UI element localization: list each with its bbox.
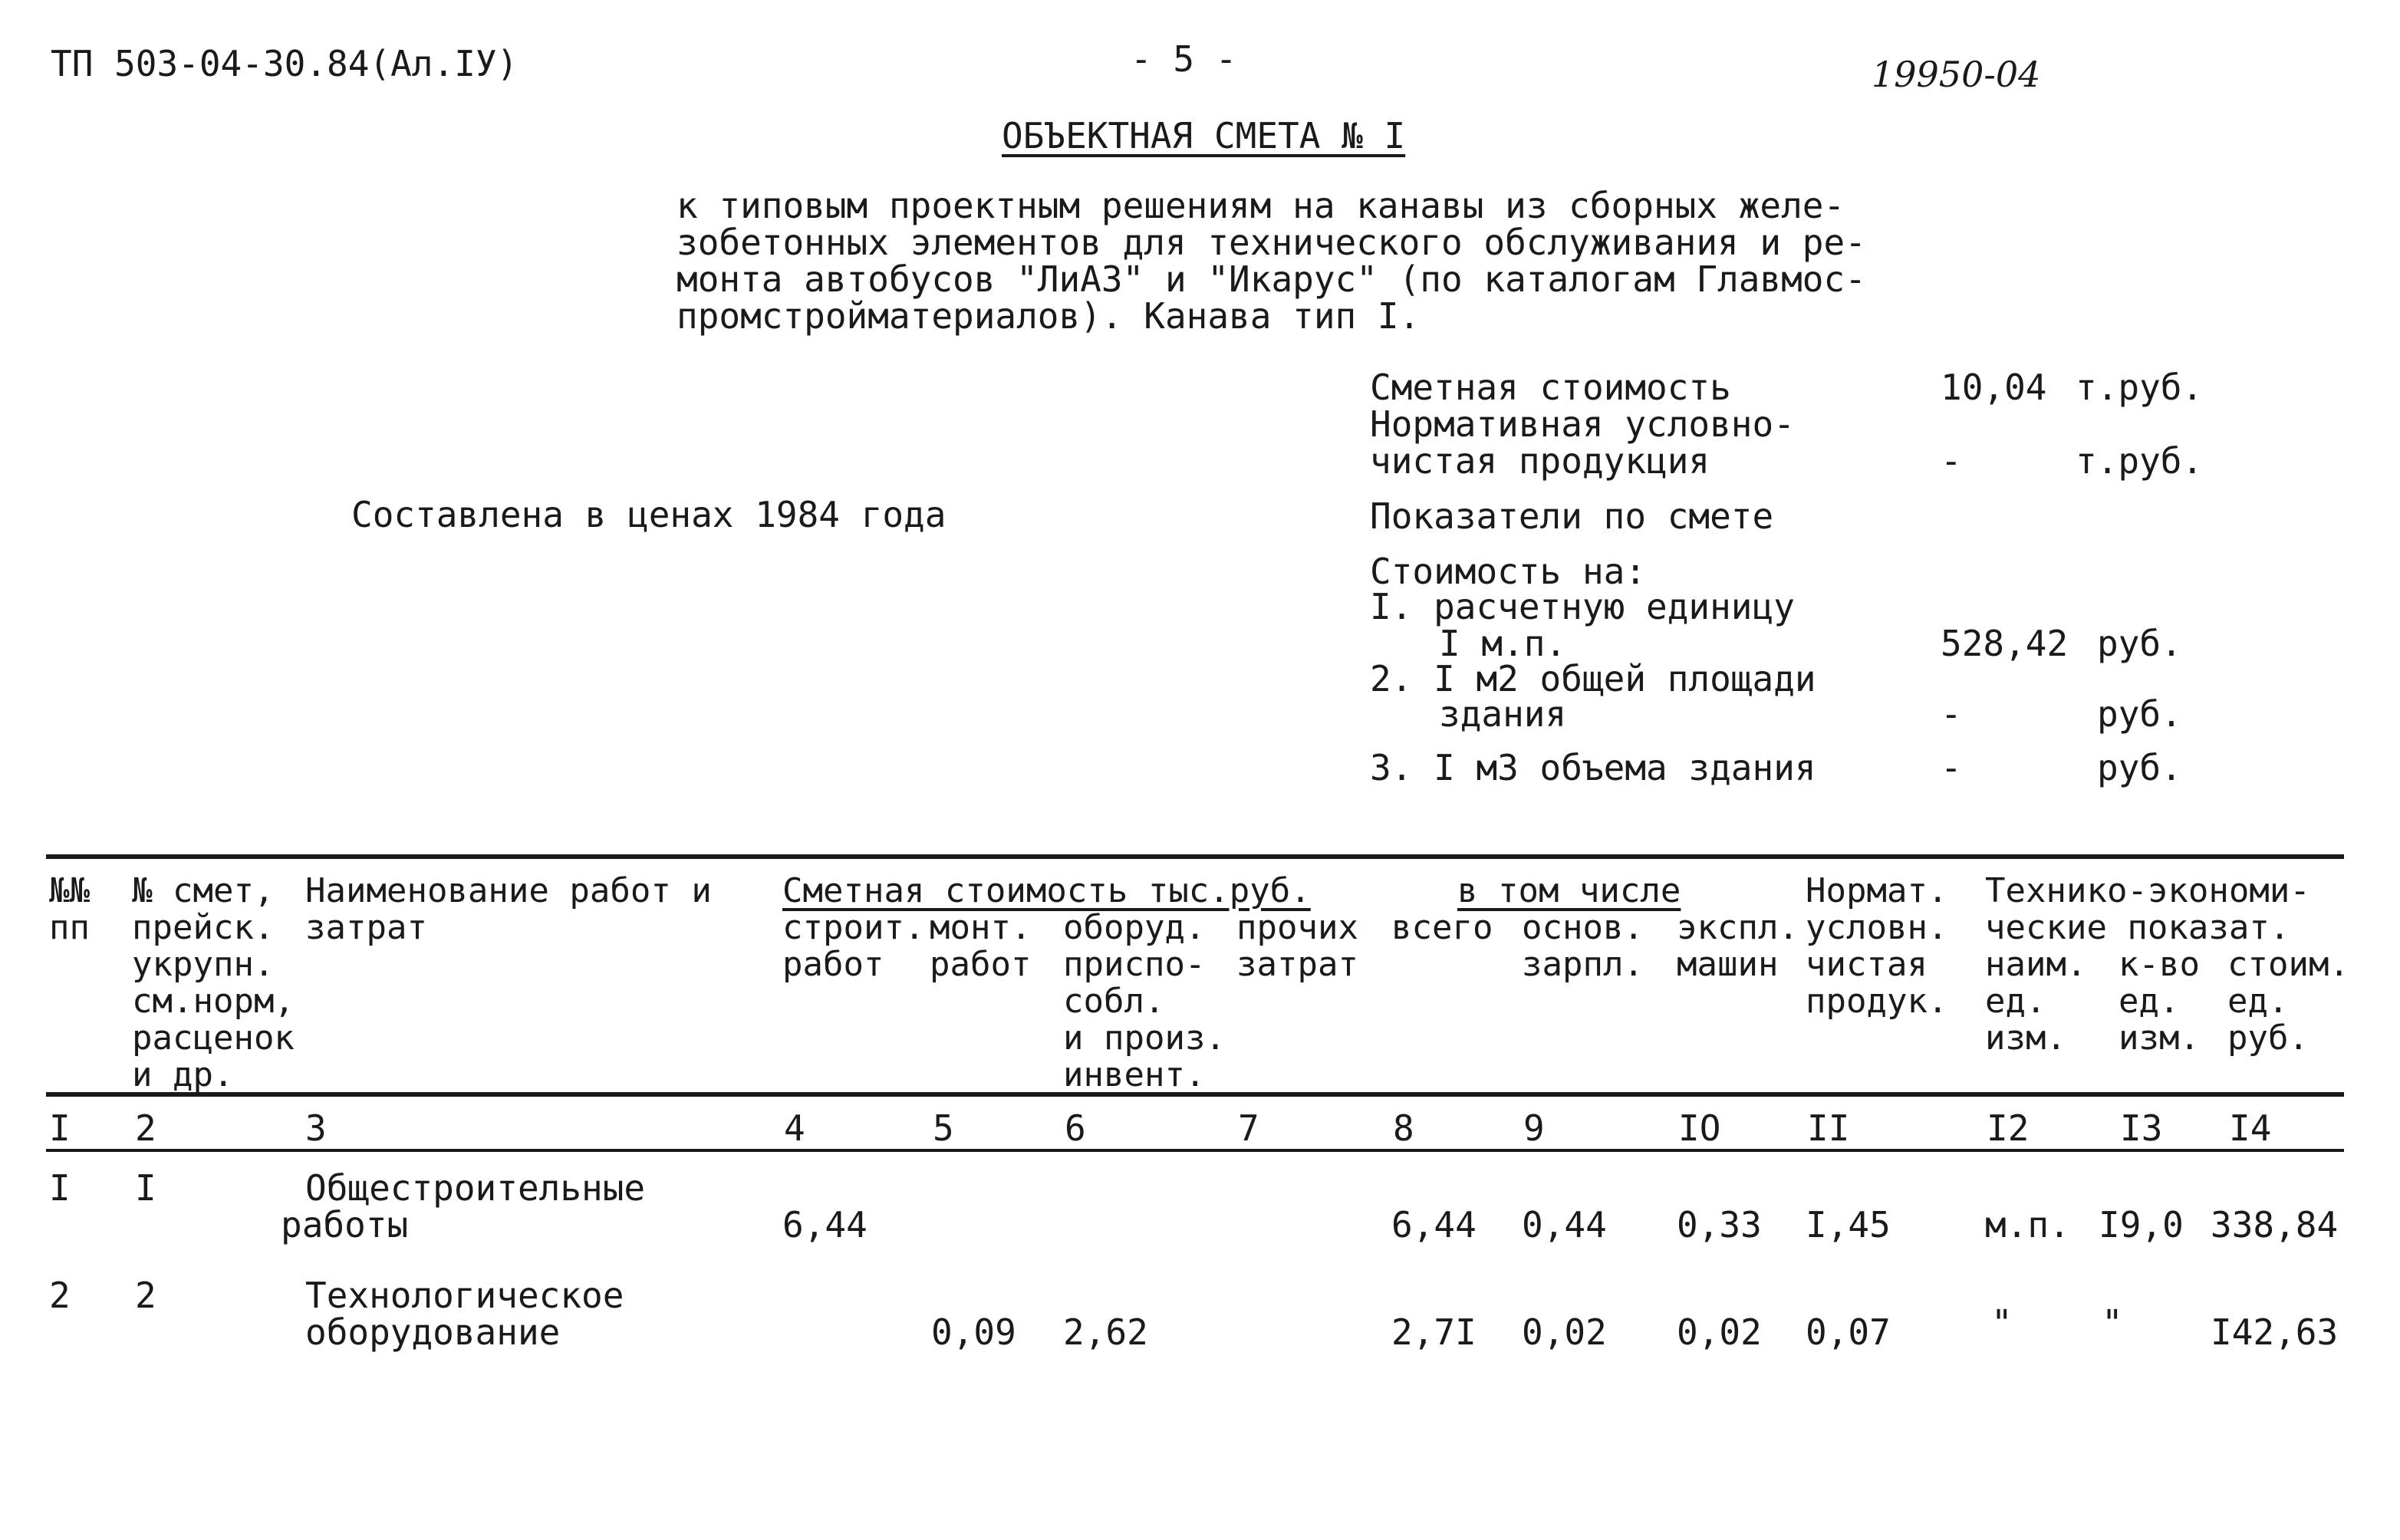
prices-note: Составлена в ценах 1984 года: [351, 494, 947, 535]
column-number: 9: [1523, 1107, 1545, 1149]
header-col-14: стоим. ед. руб.: [2227, 945, 2349, 1058]
row-installation-cost: 0,09: [931, 1311, 1016, 1353]
column-number: 8: [1393, 1107, 1414, 1149]
header-col-11: Нормат. условн. чистая продук.: [1806, 871, 1948, 1021]
norm-label-2: чистая продукция: [1370, 440, 1710, 482]
row-total: 6,44: [1391, 1204, 1477, 1245]
header-group-cost: Сметная стоимость тыс.руб.: [782, 871, 1311, 910]
document-code: ТП 503-04-30.84(Ал.IУ): [51, 43, 519, 84]
item2-unit: руб.: [2097, 693, 2182, 735]
cost-label: Сметная стоимость: [1370, 367, 1731, 408]
item1-value: 528,42: [1941, 623, 2069, 664]
header-col-8: всего: [1391, 908, 1493, 947]
row-unit-quantity: I9,0: [2099, 1204, 2184, 1245]
row-unit-name: ": [1991, 1302, 2013, 1344]
column-number: 4: [784, 1107, 805, 1149]
page-number: - 5 -: [1131, 38, 1237, 80]
subtitle-line-3: монта автобусов "ЛиАЗ" и "Икарус" (по каталогам Главмос-: [677, 258, 1866, 300]
row-number: 2: [49, 1275, 71, 1316]
row-net-product: I,45: [1806, 1204, 1891, 1245]
row-base-salary: 0,44: [1522, 1204, 1607, 1245]
cost-unit: т.руб.: [2076, 367, 2204, 408]
row-net-product: 0,07: [1806, 1311, 1891, 1353]
header-col-12: наим. ед. изм.: [1985, 945, 2087, 1058]
cost-value: 10,04: [1941, 367, 2047, 408]
row-unit-cost: I42,63: [2211, 1311, 2339, 1353]
subtitle-line-4: промстройматериалов). Канава тип I.: [677, 295, 1421, 337]
subtitle-line-1: к типовым проектным решениям на канавы из сборных желе-: [677, 185, 1845, 226]
row-estimate-ref: I: [135, 1167, 156, 1209]
header-col-7: прочих затрат: [1236, 908, 1358, 984]
norm-unit: т.руб.: [2076, 440, 2204, 482]
header-group-tech: Технико-экономи- ческие показат.: [1985, 871, 2310, 947]
header-col-1: №№ пп: [49, 871, 90, 947]
column-number: 3: [305, 1107, 327, 1149]
header-col-13: к-во ед. изм.: [2119, 945, 2200, 1058]
item2-line2: здания: [1439, 693, 1567, 735]
row-number: I: [49, 1167, 71, 1209]
header-col-2: № смет, прейск. укрупн. см.норм, расценок и др.: [132, 871, 295, 1094]
column-number: 7: [1238, 1107, 1259, 1149]
item1-line2: I м.п.: [1439, 623, 1567, 664]
row-unit-cost: 338,84: [2211, 1204, 2339, 1245]
norm-label-1: Нормативная условно-: [1370, 403, 1795, 445]
row-construction-cost: 6,44: [782, 1204, 867, 1245]
column-number: I: [49, 1107, 71, 1149]
column-number: I3: [2120, 1107, 2163, 1149]
row-name-line2: работы: [281, 1204, 409, 1245]
cost-per-label: Стоимость на:: [1370, 551, 1647, 592]
handwritten-number: 19950-04: [1872, 54, 2041, 95]
indicators-label: Показатели по смете: [1370, 495, 1774, 537]
row-unit-quantity: ": [2102, 1302, 2123, 1344]
column-number: IO: [1678, 1107, 1721, 1149]
header-col-5: монт. работ: [930, 908, 1032, 984]
item3-unit: руб.: [2097, 747, 2182, 788]
item1-unit: руб.: [2097, 623, 2182, 664]
row-estimate-ref: 2: [135, 1275, 156, 1316]
document-title: ОБЪЕКТНАЯ СМЕТА № I: [1002, 115, 1406, 156]
row-machine-operation: 0,02: [1677, 1311, 1762, 1353]
row-unit-name: м.п.: [1985, 1204, 2070, 1245]
header-col-9: основ. зарпл.: [1522, 908, 1644, 984]
row-name-line2: оборудование: [305, 1311, 561, 1353]
item3-line1: 3. I м3 объема здания: [1370, 747, 1816, 788]
row-name-line1: Технологическое: [305, 1275, 624, 1316]
column-number: 5: [933, 1107, 954, 1149]
column-number: 6: [1065, 1107, 1086, 1149]
item2-line1: 2. I м2 общей площади: [1370, 658, 1816, 699]
header-col-10: экспл. машин: [1677, 908, 1799, 984]
row-machine-operation: 0,33: [1677, 1204, 1762, 1245]
row-base-salary: 0,02: [1522, 1311, 1607, 1353]
subtitle-line-2: зобетонных элементов для технического обслуживания и ре-: [677, 222, 1866, 263]
header-group-including: в том числе: [1457, 871, 1681, 910]
row-name-line1: Общестроительные: [305, 1167, 646, 1209]
column-number: 2: [135, 1107, 156, 1149]
table-top-rule: [46, 854, 2344, 859]
item2-value: -: [1941, 693, 1962, 735]
header-col-4: строит. работ: [782, 908, 925, 984]
item3-value: -: [1941, 747, 1962, 788]
header-col-6: оборуд. приспо- собл. и произ. инвент.: [1063, 908, 1226, 1094]
column-numbers-rule: [46, 1149, 2344, 1152]
column-number: II: [1807, 1107, 1850, 1149]
column-number: I4: [2229, 1107, 2272, 1149]
row-equipment-cost: 2,62: [1063, 1311, 1148, 1353]
norm-value: -: [1941, 440, 1962, 482]
column-number: I2: [1987, 1107, 2030, 1149]
item1-line1: I. расчетную единицу: [1370, 586, 1795, 627]
row-total: 2,7I: [1391, 1311, 1477, 1353]
header-col-3: Наименование работ и затрат: [305, 871, 712, 947]
